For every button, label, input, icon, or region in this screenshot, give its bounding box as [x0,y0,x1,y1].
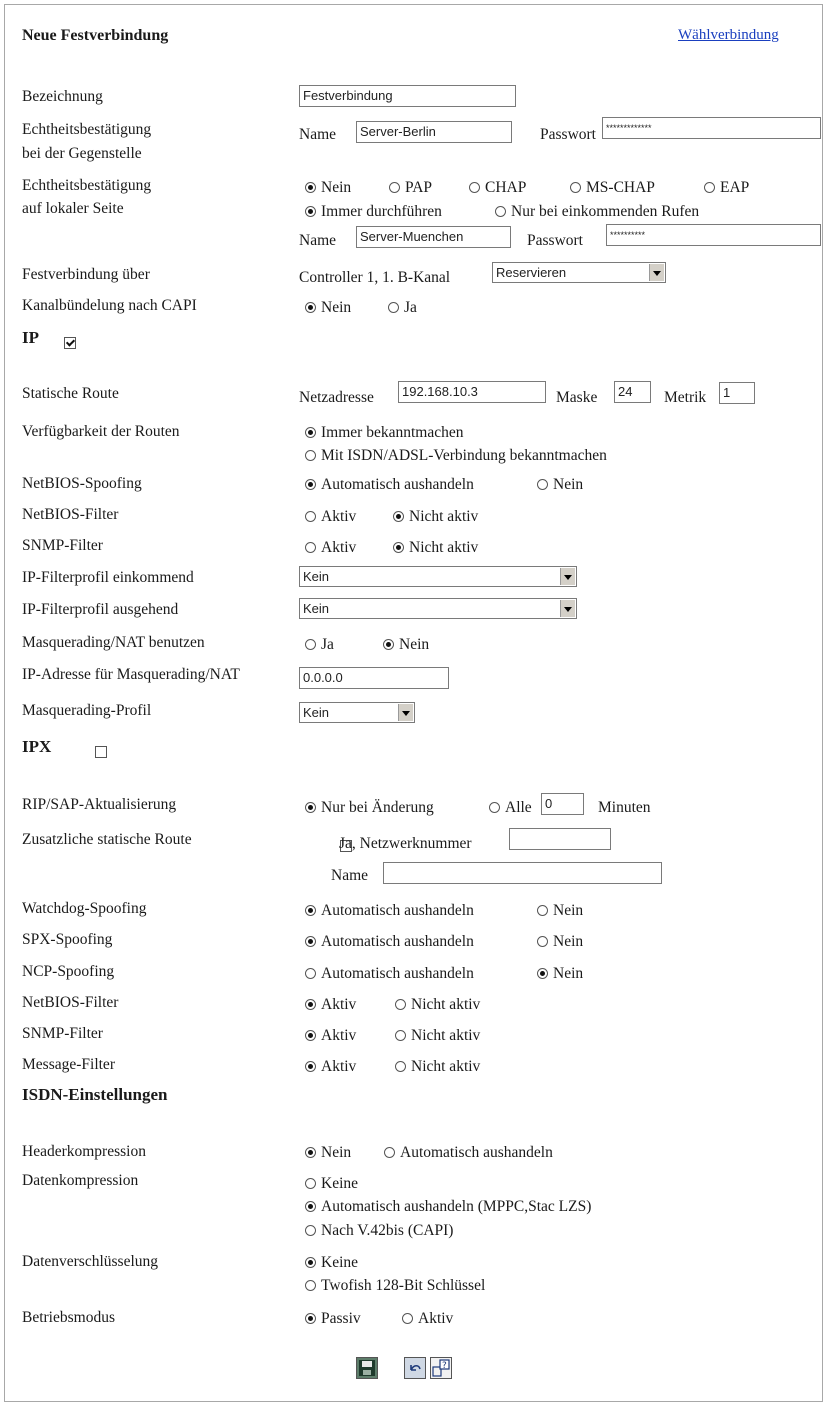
spx-opt1[interactable]: Automatisch aushandeln [305,933,474,951]
rip-unit: Minuten [598,799,651,816]
auth-local-name-label: Name [299,232,337,249]
radio-icon[interactable] [305,999,316,1010]
auth-local-label: Echtheitsbestätigung [22,177,152,194]
radio-icon[interactable] [305,1201,316,1212]
zusatz-name-label: Name [331,867,369,884]
ip-snmp-filter-opt1[interactable]: Aktiv [305,539,356,557]
isdn-heading: ISDN-Einstellungen [22,1085,168,1104]
encryption-opt1[interactable]: Keine [305,1254,358,1272]
mode-opt2[interactable]: Aktiv [402,1310,453,1328]
radio-icon[interactable] [704,182,715,193]
radio-icon[interactable] [537,968,548,979]
save-button[interactable] [356,1357,378,1379]
bezeichnung-input[interactable]: Festverbindung [299,85,516,107]
auth-remote-name-input[interactable]: Server-Berlin [356,121,512,143]
encryption-opt2[interactable]: Twofish 128-Bit Schlüssel [305,1277,485,1295]
auth-local-opt-nur[interactable]: Nur bei einkommenden Rufen [495,203,699,221]
radio-icon[interactable] [305,802,316,813]
net-label: Netzadresse [299,389,374,406]
auth-local-opt-mschap[interactable]: MS-CHAP [570,179,655,197]
net-input[interactable]: 192.168.10.3 [398,381,546,403]
chevron-down-icon [560,568,575,585]
radio-icon[interactable] [305,1061,316,1072]
radio-icon[interactable] [537,936,548,947]
radio-icon[interactable] [305,450,316,461]
floppy-disk-icon [357,1358,377,1378]
masq-ip-input[interactable]: 0.0.0.0 [299,667,449,689]
radio-icon[interactable] [388,302,399,313]
festverbindung-label: Festverbindung über [22,266,150,283]
zusatz-check-label: Ja, Netzwerknummer [339,835,472,852]
auth-remote-name-label: Name [299,126,337,143]
ip-netbios-filter-label: NetBIOS-Filter [22,506,119,523]
radio-icon[interactable] [393,542,404,553]
radio-icon[interactable] [305,206,316,217]
undo-button[interactable] [404,1357,426,1379]
auth-local-name-input[interactable]: Server-Muenchen [356,226,511,248]
spx-label: SPX-Spoofing [22,931,113,948]
radio-icon[interactable] [389,182,400,193]
auth-remote-pass-label: Passwort [540,126,596,143]
undo-icon [405,1358,425,1378]
rip-opt2[interactable]: Alle [489,799,532,817]
verfuegbarkeit-opt1[interactable]: Immer bekanntmachen [305,424,463,442]
ip-snmp-filter-opt2[interactable]: Nicht aktiv [393,539,478,557]
ip-checkbox[interactable] [64,337,76,349]
chevron-down-icon [560,600,575,617]
radio-icon[interactable] [305,542,316,553]
ipx-netbios-filter-label: NetBIOS-Filter [22,994,119,1011]
radio-icon[interactable] [537,479,548,490]
radio-icon[interactable] [395,1061,406,1072]
bezeichnung-label: Bezeichnung [22,88,103,105]
radio-icon[interactable] [305,905,316,916]
masq-label: Masquerading/NAT benutzen [22,634,205,651]
ip-netbios-spoof-opt2[interactable]: Nein [537,476,583,494]
kanal-opt-ja[interactable]: Ja [388,299,417,317]
ipx-snmp-filter-opt2[interactable]: Nicht aktiv [395,1027,480,1045]
radio-icon[interactable] [305,1280,316,1291]
masq-opt1[interactable]: Ja [305,636,334,654]
ip-heading: IP [22,328,39,347]
help-icon [431,1358,451,1378]
radio-icon[interactable] [305,1313,316,1324]
radio-icon[interactable] [305,968,316,979]
filter-in-label: IP-Filterprofil einkommend [22,569,194,586]
ipx-snmp-filter-label: SNMP-Filter [22,1025,103,1042]
ip-snmp-filter-label: SNMP-Filter [22,537,103,554]
radio-icon[interactable] [305,427,316,438]
radio-icon[interactable] [305,182,316,193]
filter-out-label: IP-Filterprofil ausgehend [22,601,179,618]
controller-label: Controller 1, 1. B-Kanal [299,269,451,286]
verfuegbarkeit-label: Verfügbarkeit der Routen [22,423,180,440]
header-comp-opt1[interactable]: Nein [305,1144,351,1162]
ncp-opt2[interactable]: Nein [537,965,583,983]
radio-icon[interactable] [384,1147,395,1158]
rip-minutes-input[interactable]: 0 [541,793,584,815]
radio-icon[interactable] [305,479,316,490]
ip-netbios-filter-opt2[interactable]: Nicht aktiv [393,508,478,526]
radio-icon[interactable] [305,1225,316,1236]
ipx-netbios-filter-opt1[interactable]: Aktiv [305,996,356,1014]
radio-icon[interactable] [402,1313,413,1324]
auth-remote-label: Echtheitsbestätigung [22,121,152,138]
mode-opt1[interactable]: Passiv [305,1310,361,1328]
header-comp-opt2[interactable]: Automatisch aushandeln [384,1144,553,1162]
ncp-opt1[interactable]: Automatisch aushandeln [305,965,474,983]
help-button[interactable] [430,1357,452,1379]
ip-netbios-spoof-opt1[interactable]: Automatisch aushandeln [305,476,474,494]
route-label: Statische Route [22,385,119,402]
kanalbuendelung-label: Kanalbündelung nach CAPI [22,297,197,314]
ipx-netbios-filter-opt2[interactable]: Nicht aktiv [395,996,480,1014]
radio-icon[interactable] [305,1030,316,1041]
chevron-down-icon [398,704,413,721]
spx-opt2[interactable]: Nein [537,933,583,951]
data-comp-opt3[interactable]: Nach V.42bis (CAPI) [305,1222,453,1240]
zusatz-netnum-input[interactable] [509,828,611,850]
auth-local-pass-label: Passwort [527,232,583,249]
radio-icon[interactable] [570,182,581,193]
radio-icon[interactable] [495,206,506,217]
ipx-snmp-filter-opt1[interactable]: Aktiv [305,1027,356,1045]
auth-local-opt-nein[interactable]: Nein [305,179,351,197]
masq-profile-label: Masquerading-Profil [22,702,152,719]
watchdog-label: Watchdog-Spoofing [22,900,147,917]
auth-local-pass-input[interactable]: ********** [606,224,821,246]
header-comp-label: Headerkompression [22,1143,146,1160]
radio-icon[interactable] [305,639,316,650]
watchdog-opt1[interactable]: Automatisch aushandeln [305,902,474,920]
dial-connection-link[interactable]: Wählverbindung [678,27,779,43]
masq-profile-select[interactable]: Kein [299,702,415,723]
radio-icon[interactable] [395,999,406,1010]
auth-local-opt-immer[interactable]: Immer durchführen [305,203,442,221]
filter-out-select[interactable]: Kein [299,598,577,619]
filter-in-select[interactable]: Kein [299,566,577,587]
auth-remote-pass-input[interactable]: ************* [602,117,821,139]
festverbindung-select[interactable]: Reservieren [492,262,666,283]
mode-label: Betriebsmodus [22,1309,115,1326]
ncp-label: NCP-Spoofing [22,963,115,980]
ip-netbios-spoof-label: NetBIOS-Spoofing [22,475,142,492]
radio-icon[interactable] [305,936,316,947]
mask-label: Maske [556,389,598,406]
watchdog-opt2[interactable]: Nein [537,902,583,920]
radio-icon[interactable] [305,302,316,313]
masq-opt2[interactable]: Nein [383,636,429,654]
kanal-opt-nein[interactable]: Nein [305,299,351,317]
svg-text:?: ? [442,1361,447,1371]
message-filter-label: Message-Filter [22,1056,115,1073]
rip-opt1[interactable]: Nur bei Änderung [305,799,434,817]
auth-local-opt-pap[interactable]: PAP [389,179,432,197]
radio-icon[interactable] [393,511,404,522]
auth-remote-label-2: bei der Gegenstelle [22,145,142,162]
zusatz-label: Zusatzliche statische Route [22,831,192,848]
radio-icon[interactable] [469,182,480,193]
chevron-down-icon [649,264,664,281]
radio-icon[interactable] [305,1147,316,1158]
radio-icon[interactable] [537,905,548,916]
masq-ip-label: IP-Adresse für Masquerading/NAT [22,666,240,683]
ipx-heading: IPX [22,737,52,756]
auth-local-opt-eap[interactable]: EAP [704,179,749,197]
data-comp-label: Datenkompression [22,1172,139,1189]
mask-input[interactable]: 24 [614,381,651,403]
ipx-checkbox[interactable] [95,746,107,758]
radio-icon[interactable] [489,802,500,813]
page-title: Neue Festverbindung [22,27,169,44]
metric-label: Metrik [664,389,707,406]
radio-icon[interactable] [395,1030,406,1041]
message-filter-opt1[interactable]: Aktiv [305,1058,356,1076]
ip-netbios-filter-opt1[interactable]: Aktiv [305,508,356,526]
radio-icon[interactable] [305,1178,316,1189]
radio-icon[interactable] [383,639,394,650]
encryption-label: Datenverschlüsselung [22,1253,159,1270]
data-comp-opt2[interactable]: Automatisch aushandeln (MPPC,Stac LZS) [305,1198,591,1216]
verfuegbarkeit-opt2[interactable]: Mit ISDN/ADSL-Verbindung bekanntmachen [305,447,607,465]
metric-input[interactable]: 1 [719,382,755,404]
zusatz-name-input[interactable] [383,862,662,884]
auth-local-label-2: auf lokaler Seite [22,200,124,217]
auth-local-opt-chap[interactable]: CHAP [469,179,526,197]
data-comp-opt1[interactable]: Keine [305,1175,358,1193]
radio-icon[interactable] [305,511,316,522]
message-filter-opt2[interactable]: Nicht aktiv [395,1058,480,1076]
rip-label: RIP/SAP-Aktualisierung [22,796,177,813]
radio-icon[interactable] [305,1257,316,1268]
